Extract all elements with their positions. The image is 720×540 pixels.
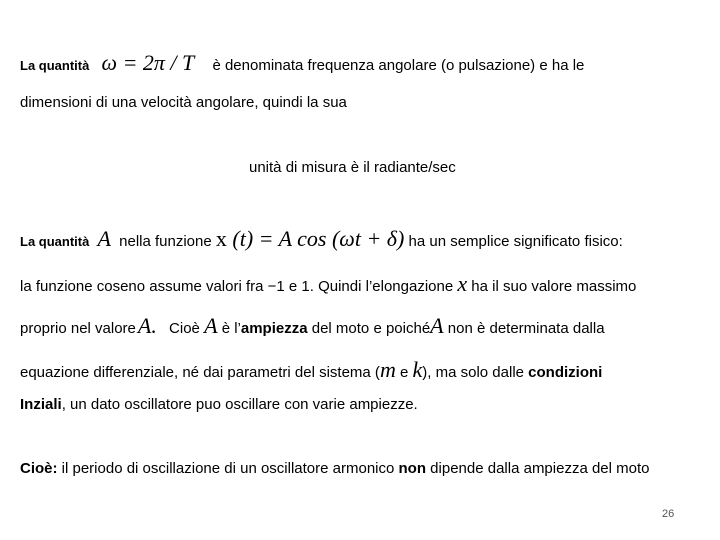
text-unita-di-misura: unità di misura è il radiante/sec	[249, 159, 456, 176]
var-a-3: A	[430, 313, 444, 338]
text-del-moto: del moto e poiché	[307, 320, 431, 337]
text-significato-fisico: ha un semplice significato fisico:	[408, 233, 623, 250]
line-2	[20, 94, 347, 111]
text-proprio-nel-valore: proprio nel valore	[20, 320, 136, 337]
line-1	[20, 50, 584, 76]
var-k: k	[412, 357, 423, 382]
text-condizioni: condizioni	[528, 364, 603, 381]
line-6	[20, 313, 605, 339]
text-e: e	[400, 364, 409, 381]
text-ampiezza: ampiezza	[240, 320, 308, 337]
var-a: A	[97, 226, 111, 251]
text-dimensioni: dimensioni di una velocità angolare, quindi la sua	[20, 94, 347, 111]
label-la-quantita-2: La quantità	[20, 234, 90, 249]
omega-symbol: ω	[101, 50, 118, 75]
text-inziali: Inziali	[20, 396, 62, 413]
text-equazione-differenziale: equazione differenziale, né dai parametri del sistema (	[20, 364, 380, 381]
var-a-2: A	[204, 313, 218, 338]
label-la-quantita: La quantità	[20, 58, 90, 73]
var-x: x	[215, 226, 227, 251]
line-5	[20, 271, 636, 297]
omega-formula: = 2π / T	[117, 50, 195, 75]
line-7	[20, 357, 602, 383]
text-non: non	[398, 460, 427, 477]
text-cioe-bold: Cioè:	[20, 460, 58, 477]
text-varie-ampiezze: , un dato oscillatore puo oscillare con varie ampiezze.	[61, 396, 418, 413]
text-valore-massimo: ha il suo valore massimo	[471, 278, 637, 295]
page-number: 26	[662, 508, 675, 520]
cos-formula: = A cos (ωt + δ)	[253, 226, 405, 251]
line-9	[20, 460, 650, 477]
text-periodo-di-oscillazione: il periodo di oscillazione di un oscillatore armonico	[57, 460, 399, 477]
line-4	[20, 226, 623, 252]
var-m: m	[379, 357, 396, 382]
text-nella-funzione: nella funzione	[119, 233, 212, 250]
text-frequenza-angolare: è denominata frequenza angolare (o pulsazione) e ha le	[212, 57, 585, 74]
line-8	[20, 396, 418, 413]
text-funzione-coseno: la funzione coseno assume valori fra −1 e 1. Quindi l’elongazione	[20, 278, 454, 295]
text-dipende-dalla-ampiezza: dipende dalla ampiezza del moto	[426, 460, 650, 477]
text-ma-solo-dalle: ), ma solo dalle	[422, 364, 529, 381]
text-non-determinata: non è determinata dalla	[447, 320, 605, 337]
line-3	[249, 159, 456, 176]
var-x-2: x	[457, 271, 468, 296]
var-a-1: A.	[137, 313, 157, 338]
text-cioe: Cioè	[169, 320, 200, 337]
var-t: (t)	[226, 226, 254, 251]
text-e-l: è l’	[221, 320, 241, 337]
